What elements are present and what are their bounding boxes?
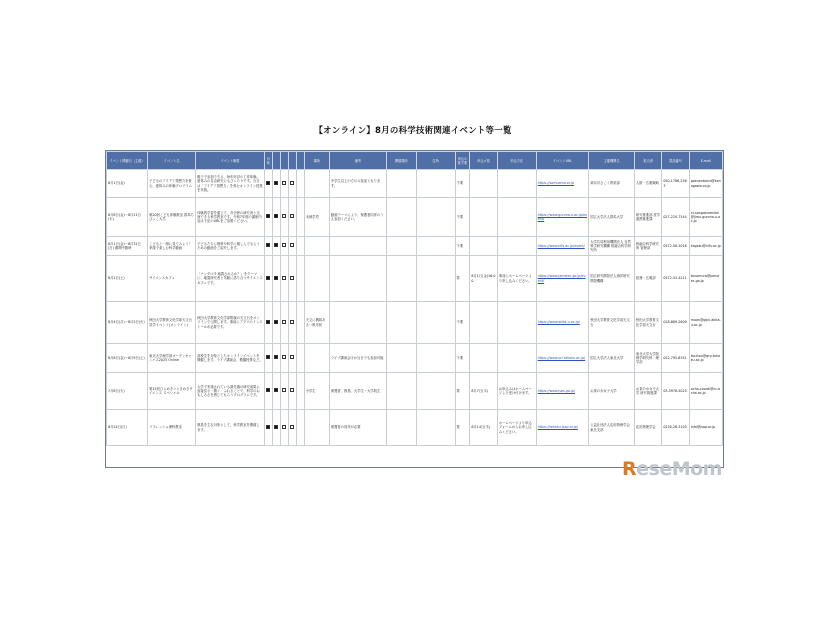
cell-org: お茶の水女子大学 (589, 373, 635, 410)
cell-summary: 秋田大学教育文化学部附属の天文台をオンラインで公開します。事前にアプリのインストールが必要です。 (196, 302, 265, 344)
target-checkbox (266, 243, 270, 247)
target-checkbox (290, 425, 294, 429)
cell-method: お申込みはホームページより受け付けます。 (497, 373, 536, 410)
target-checkbox (290, 214, 294, 218)
header-required: 申込の要不要 (455, 152, 470, 170)
cell-note (329, 256, 386, 302)
cell-venue (386, 302, 416, 344)
header-note: 備考 (329, 152, 386, 170)
cell-note: ライブ講演会ほか当日でも参加可能 (329, 344, 386, 373)
cell-email: gakuenkochi@kanagawa.co.jp (689, 170, 722, 198)
cell-name: リフレッシュ理科教室 (148, 410, 196, 446)
target-checkbox-cell (296, 373, 304, 410)
target-checkbox (290, 388, 294, 392)
cell-req: 要 (455, 410, 470, 446)
header-method: 申込方法 (497, 152, 536, 170)
page-title: 【オンライン】8月の科学技術関連イベント等一覧 (314, 126, 512, 136)
cell-req: 不要 (455, 237, 470, 256)
cell-org: 公益社団法人応用物理学会東北支部 (589, 410, 635, 446)
cell-venue (386, 237, 416, 256)
cell-venue (386, 170, 416, 198)
cell-deadline: 8月1日(金)16:00 (470, 256, 497, 302)
cell-note: 保護者の同伴が必要 (329, 410, 386, 446)
cell-addr (416, 410, 455, 446)
target-checkbox-cell (288, 198, 296, 237)
cell-date: 8月2日(土) (107, 256, 148, 302)
target-checkbox (290, 243, 294, 247)
cell-url[interactable]: https://www.gunma-u.ac.jp/event/ (536, 198, 589, 237)
cell-url[interactable]: https://www.akita-u.ac.jp/ (536, 302, 589, 344)
cell-tel: 0572-53-4211 (662, 256, 689, 302)
cell-staff: お茶の水女子大学 研究推進課 (634, 373, 661, 410)
table-row (107, 344, 723, 373)
target-checkbox-cell (280, 237, 288, 256)
target-checkbox-cell (264, 237, 272, 256)
target-checkbox-cell (272, 198, 280, 237)
cell-org: 大学共同利用機関法人 自然科学研究機構 核融合科学研究所 (589, 237, 635, 256)
header-organizer: 主催機関名 (589, 152, 635, 170)
header-event-name: イベント名 (148, 152, 196, 170)
target-checkbox (290, 181, 294, 185)
cell-email: kouhou@grp.tohoku.ac.jp (689, 344, 722, 373)
cell-url[interactable]: https://www.sci.tohoku.ac.jp/ (536, 344, 589, 373)
target-checkbox (282, 388, 286, 392)
cell-email: ocha-coordi@cc.ocha.ac.jp (689, 373, 722, 410)
cell-place (304, 237, 329, 256)
target-checkbox-cell (280, 344, 288, 373)
cell-place: 天文に興味ある一般市民 (304, 302, 329, 344)
target-checkbox (290, 320, 294, 324)
target-checkbox-cell (288, 256, 296, 302)
cell-addr (416, 344, 455, 373)
cell-method (497, 302, 536, 344)
target-checkbox (266, 276, 270, 280)
event-table-sheet (105, 150, 724, 468)
cell-date: 8月1日(金)〜8月31日(日) 期間中随時 (107, 237, 148, 256)
target-checkbox (282, 355, 286, 359)
target-checkbox (282, 214, 286, 218)
table-row (107, 373, 723, 410)
header-place: 場所 (304, 152, 329, 170)
target-checkbox (290, 355, 294, 359)
cell-tel: 03-5978-5025 (662, 373, 689, 410)
target-checkbox-cell (288, 373, 296, 410)
target-checkbox (290, 276, 294, 280)
target-checkbox-cell (280, 410, 288, 446)
cell-deadline: 8月7日(木) (470, 373, 497, 410)
target-checkbox-cell (288, 170, 296, 198)
cell-req: 不要 (455, 344, 470, 373)
cell-method: 事前にホームページより申し込みください。 (497, 256, 536, 302)
cell-email: tonomura@jamstec.go.jp (689, 256, 722, 302)
cell-org: 国立研究開発法人海洋研究開発機構 (589, 256, 635, 302)
resemom-logo: ReseMom (622, 458, 722, 480)
cell-place (304, 410, 329, 446)
cell-staff: 秋田大学教育文化学部天文台 (634, 302, 661, 344)
target-checkbox-cell (264, 170, 272, 198)
cell-method: ホームページより申込フォームからお申し込みください。 (497, 410, 536, 446)
target-checkbox-cell (296, 170, 304, 198)
table-row (107, 170, 723, 198)
header-date: イベント開催日（主催） (107, 152, 148, 170)
cell-email: kagaku@nifs.ac.jp (689, 237, 722, 256)
target-checkbox (266, 355, 270, 359)
header-target-3 (280, 152, 288, 170)
cell-tel: 0230-26-3105 (662, 410, 689, 446)
cell-req: 要 (455, 373, 470, 410)
target-checkbox-cell (272, 373, 280, 410)
target-checkbox-cell (264, 373, 272, 410)
target-checkbox-cell (288, 237, 296, 256)
target-checkbox-cell (272, 410, 280, 446)
target-checkbox (282, 243, 286, 247)
cell-summary: 親子で参加できる、毎年好評の工作体験。夏休みの自由研究にもぴったりです。当日は「アイデア発想力」を育むオンライン授業を実施。 (196, 170, 265, 198)
target-checkbox (274, 276, 278, 280)
cell-req: 不要 (455, 302, 470, 344)
cell-date: 8月24日(日) (107, 410, 148, 446)
cell-url[interactable]: https://www.jsps.go.jp/ (536, 373, 589, 410)
table-row (107, 410, 723, 446)
target-checkbox-cell (296, 410, 304, 446)
cell-email: ct-sangakurenkei@jimu.gunma-u.ac.jp (689, 198, 722, 237)
cell-note (329, 302, 386, 344)
target-checkbox (274, 355, 278, 359)
target-checkbox (274, 214, 278, 218)
cell-date: 7月8日(火) (107, 373, 148, 410)
cell-method (497, 344, 536, 373)
cell-url[interactable]: https://www.jamstec.go.jp/event/ (536, 256, 589, 302)
cell-note (329, 237, 386, 256)
cell-place (304, 256, 329, 302)
cell-addr (416, 198, 455, 237)
target-checkbox-cell (264, 198, 272, 237)
cell-note: 中学生以上の方のみ参加となります。 (329, 170, 386, 198)
cell-summary: 大学で実施されている最先端の研究成果に直接見る・聞く・ふれることで、科学のおもしろさを感じてもらうプログラムです。 (196, 373, 265, 410)
cell-deadline (470, 344, 497, 373)
cell-org: 秋田大学教育文化学部天文台 (589, 302, 635, 344)
cell-addr (416, 237, 455, 256)
target-checkbox (282, 181, 286, 185)
event-table (106, 151, 723, 446)
cell-url[interactable]: https://tohoku.jsap.or.jp/ (536, 410, 589, 446)
target-checkbox-cell (272, 344, 280, 373)
cell-addr (416, 302, 455, 344)
cell-place (304, 170, 329, 198)
target-checkbox (274, 388, 278, 392)
cell-staff: 東北大学大学院理学研究科・理学部 (634, 344, 661, 373)
cell-staff: 核融合科学研究所 管理部 (634, 237, 661, 256)
target-checkbox-cell (280, 198, 288, 237)
cell-name: 東北大学理学部オープンキャンパス2025 Online (148, 344, 196, 373)
target-checkbox (266, 181, 270, 185)
target-checkbox (274, 320, 278, 324)
header-target-4 (288, 152, 296, 170)
target-checkbox (274, 181, 278, 185)
target-checkbox-cell (288, 344, 296, 373)
header-target-2 (272, 152, 280, 170)
cell-method (497, 198, 536, 237)
cell-summary: 教員を主な対象として、科学教室を開催します。 (196, 410, 265, 446)
target-checkbox-cell (272, 302, 280, 344)
target-checkbox-cell (296, 302, 304, 344)
target-checkbox (274, 425, 278, 429)
cell-req: 不要 (455, 198, 470, 237)
cell-req: 要 (455, 256, 470, 302)
cell-org: 国立大学法人群馬大学 (589, 198, 635, 237)
cell-venue (386, 344, 416, 373)
target-checkbox (274, 243, 278, 247)
target-checkbox-cell (296, 237, 304, 256)
target-checkbox-cell (280, 302, 288, 344)
cell-email: moon@gipc.akita-u.ac.jp (689, 302, 722, 344)
cell-summary: 体験的学習を通じて、各分野の研究者と交流できる科学教室です。令和7年度の講座内容は下記のURLをご参照ください。 (196, 198, 265, 237)
cell-tel: 018-889-2609 (662, 302, 689, 344)
cell-summary: 「ナンダロ!? 地震されるか？」をテーマに、地震研究者と気軽に語り合うサイエンスカフェです。 (196, 256, 265, 302)
header-target-5 (296, 152, 304, 170)
target-checkbox-cell (296, 198, 304, 237)
header-summary: イベント概要 (196, 152, 265, 170)
target-checkbox (266, 388, 270, 392)
cell-venue (386, 410, 416, 446)
header-venue: 開催場所 (386, 152, 416, 170)
target-checkbox-cell (296, 344, 304, 373)
cell-date: 8月8日(金)〜8月21日(木) (107, 198, 148, 237)
cell-venue (386, 256, 416, 302)
table-row (107, 237, 723, 256)
target-checkbox (266, 320, 270, 324)
cell-name: 秋田大学教育文化学部天文台見学イベント(オンライン) (148, 302, 196, 344)
cell-staff: 研究推進部 産学連携推進課 (634, 198, 661, 237)
target-checkbox-cell (280, 170, 288, 198)
cell-deadline (470, 198, 497, 237)
header-target: 対象 (264, 152, 272, 170)
cell-venue (386, 198, 416, 237)
header-staff: 担当者 (634, 152, 661, 170)
cell-place (304, 344, 329, 373)
cell-note: 保護者、教員、大学生・大学院生 (329, 373, 386, 410)
cell-name: 第20回こども体験教室 群馬ちびっこ大学 (148, 198, 196, 237)
header-address: 住所 (416, 152, 455, 170)
target-checkbox-cell (288, 302, 296, 344)
cell-name: サイエンスカフェ (148, 256, 196, 302)
target-checkbox-cell (296, 256, 304, 302)
cell-tel: 0572-58-2016 (662, 237, 689, 256)
cell-place: 小学生 (304, 373, 329, 410)
cell-addr (416, 256, 455, 302)
cell-staff: 人財・広報戦略 (634, 170, 661, 198)
cell-deadline (470, 170, 497, 198)
cell-deadline (470, 302, 497, 344)
cell-url[interactable]: https://www.nifs.ac.jp/event/ (536, 237, 589, 256)
target-checkbox-cell (272, 170, 280, 198)
cell-org: 神奈川さこう倶楽部 (589, 170, 635, 198)
cell-tel: 050-1786-2563 (662, 170, 689, 198)
target-checkbox-cell (280, 256, 288, 302)
cell-email: info@jsap.or.jp (689, 410, 722, 446)
target-checkbox (282, 425, 286, 429)
cell-req: 不要 (455, 170, 470, 198)
target-checkbox (282, 276, 286, 280)
cell-deadline: 8月14日(木) (470, 410, 497, 446)
target-checkbox-cell (288, 410, 296, 446)
cell-method (497, 237, 536, 256)
target-checkbox-cell (272, 256, 280, 302)
cell-tel: 027-220-7544 (662, 198, 689, 237)
target-checkbox-cell (280, 373, 288, 410)
table-row (107, 302, 723, 344)
cell-staff: 応用物理学会 (634, 410, 661, 446)
cell-date: 8月4日(月)〜8月5日(火) (107, 302, 148, 344)
cell-url[interactable]: https://samuama.or.jp (536, 170, 589, 198)
header-email: E-mail (689, 152, 722, 170)
cell-tel: 022-795-6351 (662, 344, 689, 373)
cell-summary: 高校生を対象としたオンラインイベントを開催します。ライブ講演会、模擬授業など。 (196, 344, 265, 373)
cell-name: 子どものアイデア発想力を育む、夏休みの体験プログラム (148, 170, 196, 198)
cell-date: 8月8日(金)〜8月9日(土) (107, 344, 148, 373)
header-phone: 電話番号 (662, 152, 689, 170)
target-checkbox-cell (272, 237, 280, 256)
target-checkbox (282, 320, 286, 324)
target-checkbox-cell (264, 302, 272, 344)
cell-deadline (470, 237, 497, 256)
cell-addr (416, 170, 455, 198)
table-row (107, 256, 723, 302)
target-checkbox-cell (264, 410, 272, 446)
header-url: イベントURL (536, 152, 589, 170)
cell-org: 国立大学法人東北大学 (589, 344, 635, 373)
target-checkbox-cell (264, 344, 272, 373)
cell-method (497, 170, 536, 198)
cell-note: 動画テーマにより、保護者同伴のうえ参加ください。 (329, 198, 386, 237)
target-checkbox (266, 214, 270, 218)
cell-summary: 子どもたちに理科や科学に親しんでもらうための動画をご紹介します。 (196, 237, 265, 256)
cell-name: 第15回ひらめき☆ときめきサイエンス スペシャル (148, 373, 196, 410)
cell-place: 未就学児 (304, 198, 329, 237)
cell-addr (416, 373, 455, 410)
cell-staff: 総務・広報部 (634, 256, 661, 302)
header-deadline: 申込〆切 (470, 152, 497, 170)
target-checkbox (266, 425, 270, 429)
cell-name: こどもと一緒に見てみよう！ 家族で楽しむ科学動画 (148, 237, 196, 256)
target-checkbox-cell (264, 256, 272, 302)
cell-venue (386, 373, 416, 410)
table-row (107, 198, 723, 237)
cell-date: 8月1日(金) (107, 170, 148, 198)
